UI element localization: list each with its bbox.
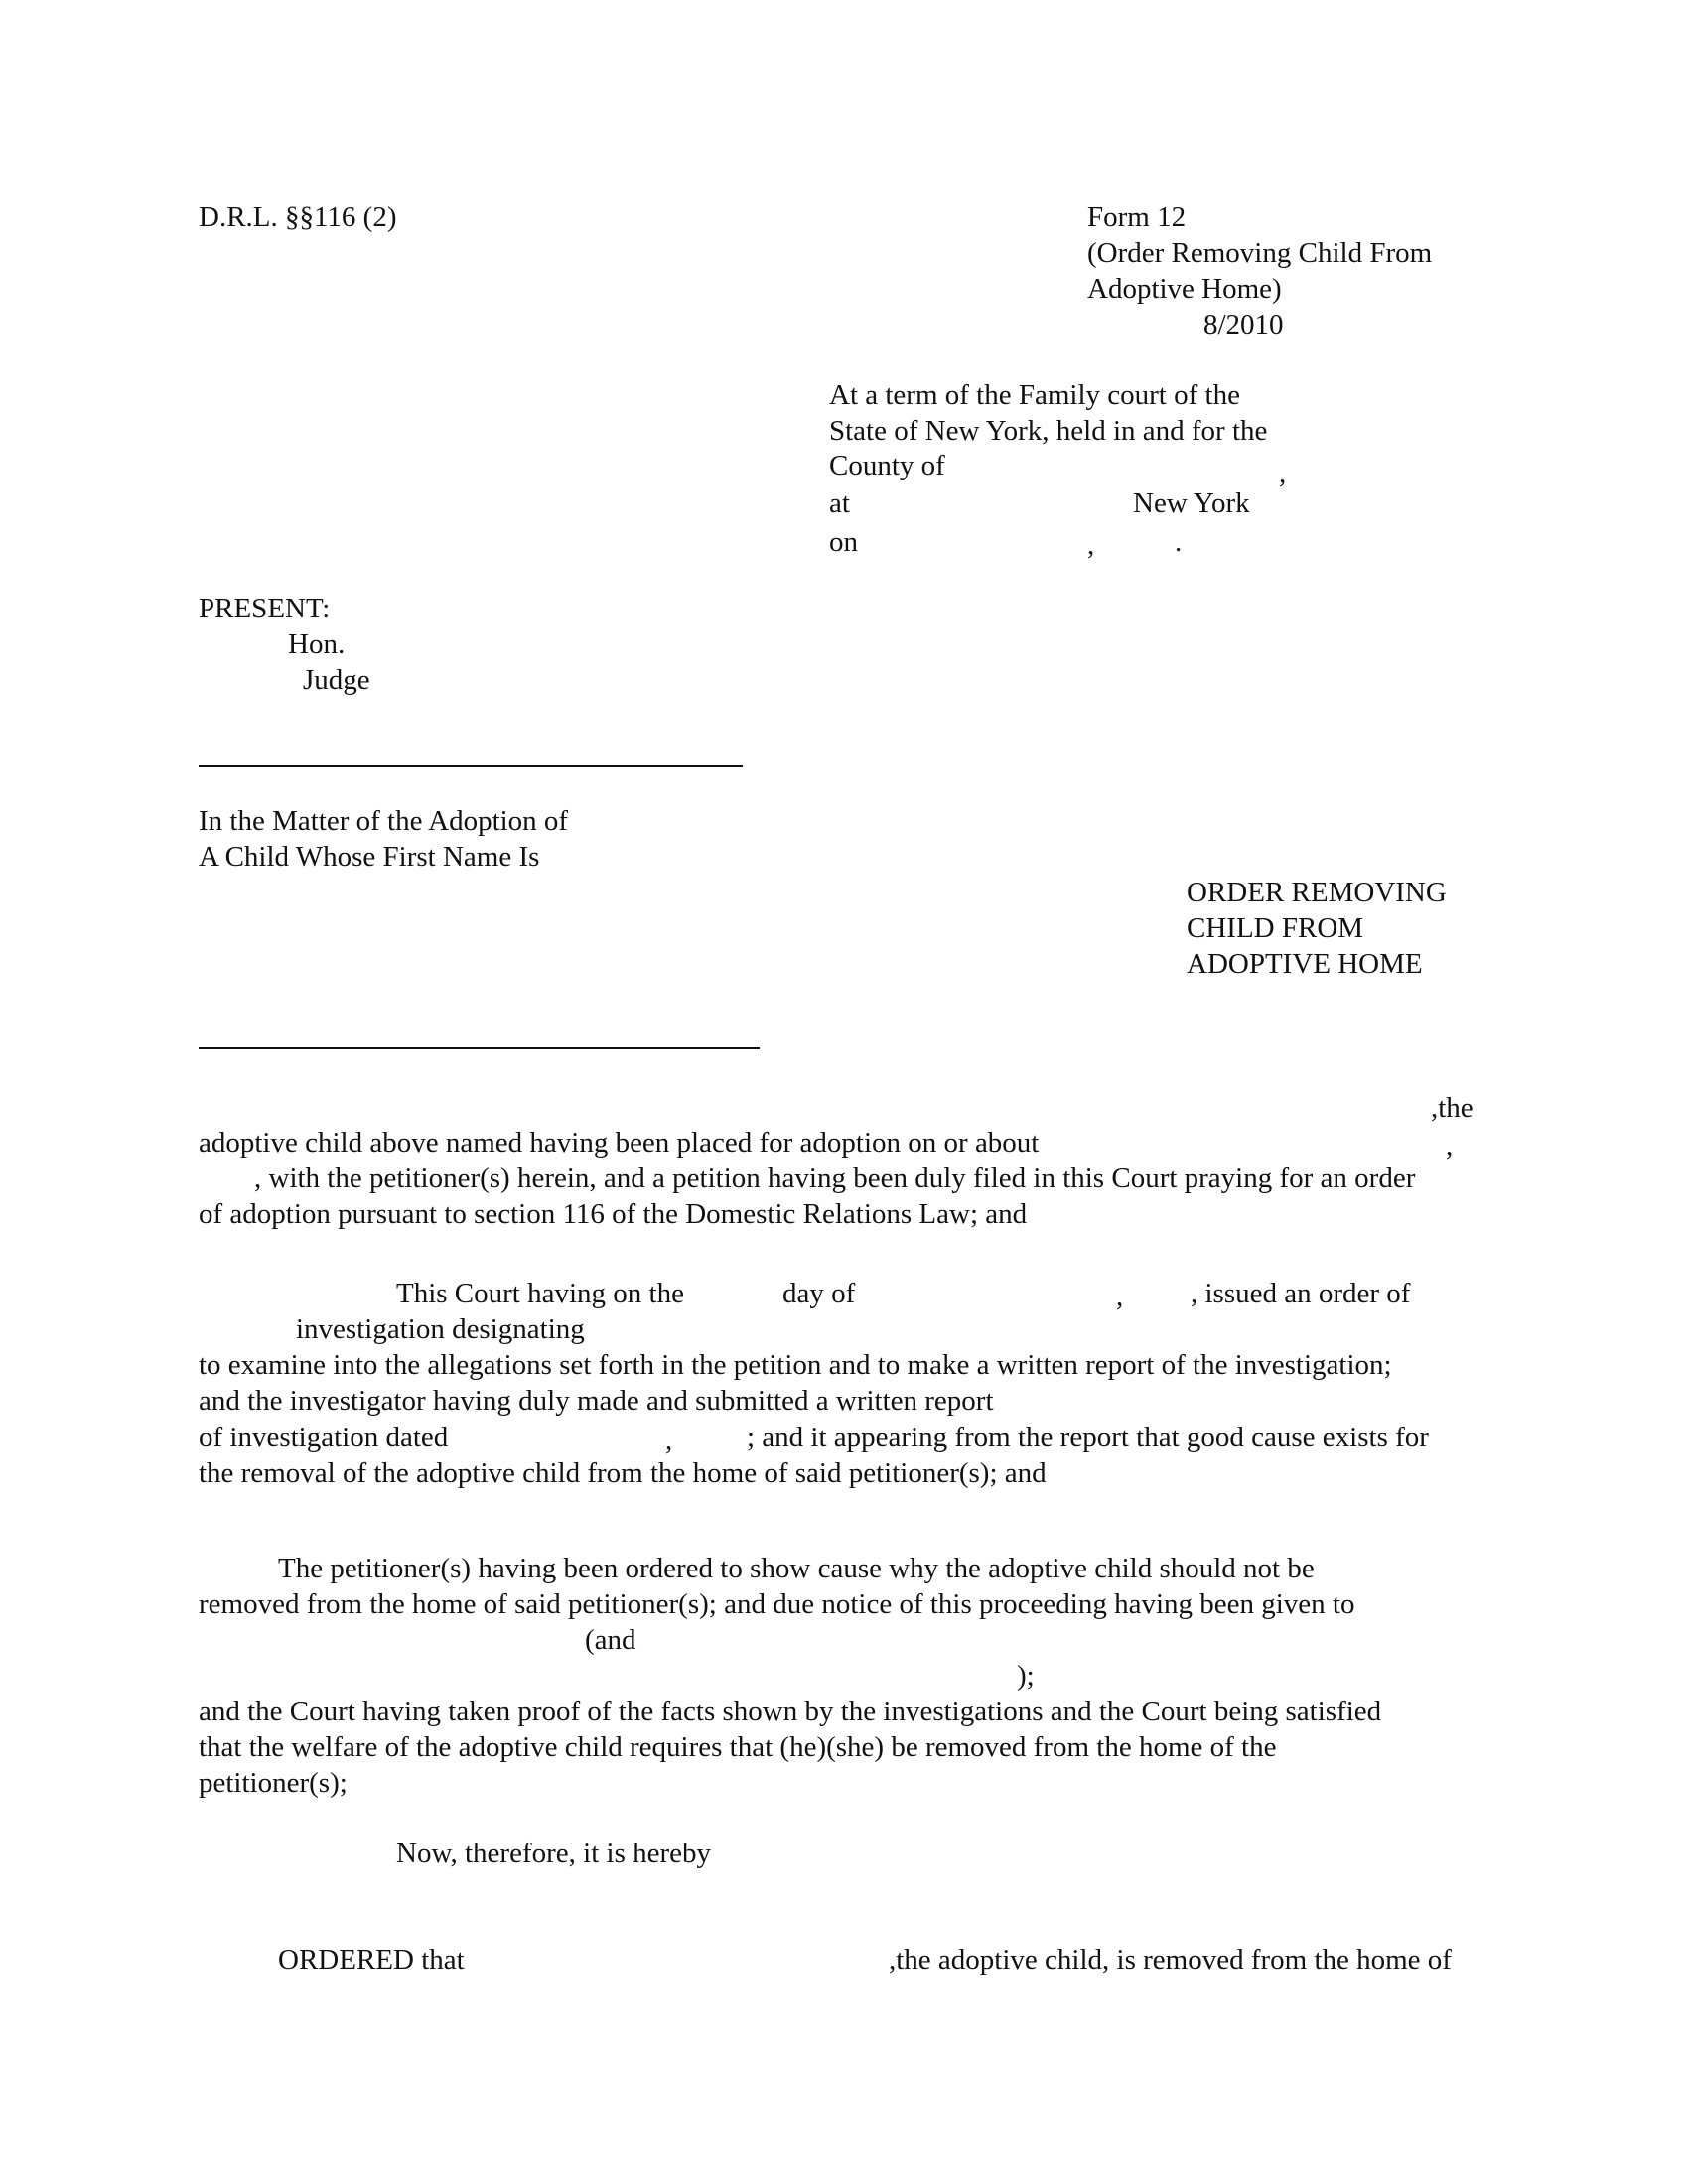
caption-rule-top [199,765,743,767]
county-label: County of [829,450,945,481]
p3-line1: The petitioner(s) having been ordered to show cause why the adoptive child should not be [278,1553,1315,1584]
p3-line2: removed from the home of said petitioner(s); and due notice of this proceeding having been given to [199,1588,1355,1620]
court-term-line2: State of New York, held in and for the [829,415,1268,447]
court-term-line1: At a term of the Family court of the [829,379,1240,411]
matter-line2: A Child Whose First Name Is [199,841,540,873]
form-title-line2: Adoptive Home) [1087,273,1282,305]
caption-rule-bottom [199,1047,760,1049]
hon-label: Hon. [288,628,346,660]
p2-line5-c: ; and it appearing from the report that good cause exists for [747,1422,1429,1453]
on-label: on [829,526,858,558]
ordered-rest: ,the adoptive child, is removed from the home of [889,1944,1452,1976]
p4-now-therefore: Now, therefore, it is hereby [396,1838,712,1869]
order-title-line1: ORDER REMOVING [1187,877,1447,908]
on-date-period: . [1175,526,1183,558]
on-date-comma: , [1087,529,1095,561]
p2-line5-a: of investigation dated [199,1422,449,1453]
p2-a: This Court having on the [396,1278,684,1309]
p3-close: ); [1017,1660,1035,1692]
statute-reference: D.R.L. §§116 (2) [199,202,397,233]
present-label: PRESENT: [199,593,331,624]
court-state: New York [1133,487,1250,519]
p1-the: ,the [1431,1092,1474,1124]
p2-d: , issued an order of [1191,1278,1411,1309]
form-number: Form 12 [1087,202,1187,233]
p2-line6: the removal of the adoptive child from the home of said petitioner(s); and [199,1457,1047,1489]
form-date: 8/2010 [1203,309,1284,341]
p2-b: day of [782,1278,856,1309]
order-title-line3: ADOPTIVE HOME [1187,948,1423,980]
p1-line1: adoptive child above named having been placed for adoption on or about [199,1127,1040,1159]
p3-and: (and [585,1624,636,1656]
order-title-line2: CHILD FROM [1187,912,1364,944]
county-comma: , [1279,458,1287,489]
judge-label: Judge [303,664,370,696]
p2-line4: and the investigator having duly made and submitted a written report [199,1385,994,1417]
p2-line2: investigation designating [296,1313,585,1345]
p3-line5: that the welfare of the adoptive child requires that (he)(she) be removed from the home of the [199,1731,1277,1763]
ordered-label: ORDERED that [278,1944,465,1976]
matter-line1: In the Matter of the Adoption of [199,805,569,837]
p3-line4: and the Court having taken proof of the facts shown by the investigations and the Court being satisfied [199,1696,1382,1727]
p2-c: , [1116,1281,1124,1312]
form-title-line1: (Order Removing Child From [1087,237,1433,269]
p1-line1-comma: , [1446,1130,1454,1161]
p3-line6: petitioner(s); [199,1767,348,1799]
p2-line3: to examine into the allegations set forth in the petition and to make a written report of the investigation; [199,1349,1392,1381]
at-label: at [829,487,850,519]
p1-line2: , with the petitioner(s) herein, and a petition having been duly filed in this Court praying for an order [254,1162,1416,1194]
p2-line5-b: , [665,1425,673,1456]
p1-line3: of adoption pursuant to section 116 of the Domestic Relations Law; and [199,1198,1028,1230]
